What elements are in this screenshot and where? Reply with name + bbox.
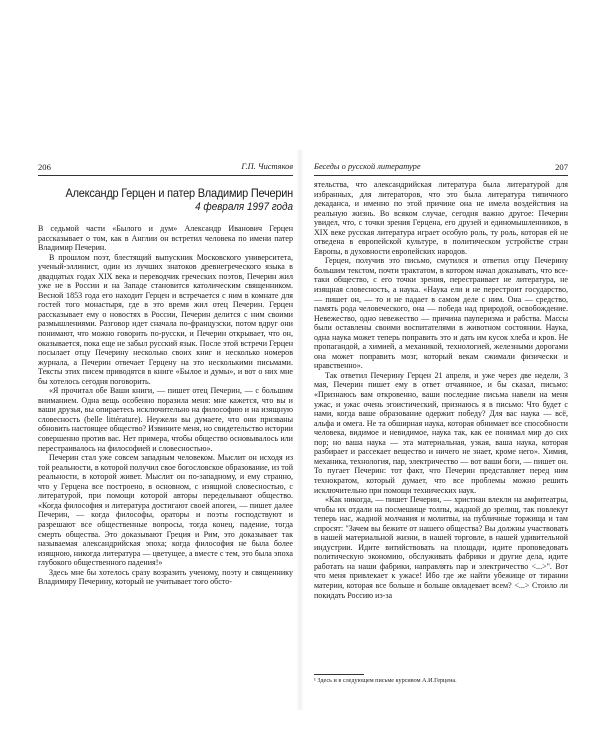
running-head: Г.П. Чистяков xyxy=(241,162,293,171)
footnote-rule xyxy=(314,674,364,675)
right-body-text xyxy=(314,180,568,600)
paragraph: Здесь мне бы хотелось сразу возразить ученому, поэту и священнику Владимиру Печерину, который не учитывает того обсто- xyxy=(38,567,293,587)
left-body-text xyxy=(38,224,293,587)
page-number: 206 xyxy=(38,162,51,172)
left-page-header xyxy=(38,161,293,176)
page-number: 207 xyxy=(555,162,568,172)
paragraph: ятельства, что александрийская литература была литературой для избранных, для литераторов, что это была литература типичного декаданса, и именно по этой причине она не имела воздействия на реальную жизнь. Во всяком случае, сегодня важно другое: Печерин увидел, что, с точки зрения Герцена, его друзей и единомышленников, в XIX веке русская литература играет особую роль, ту роль, которая ей не отведена в европейской культуре, в политическом устройстве стран Европы, в духовности европейских народов. xyxy=(314,180,568,256)
right-page-header xyxy=(314,161,568,176)
running-head: Беседы о русской литературе xyxy=(314,162,421,171)
paragraph: «Я прочитал обе Ваши книги, — пишет отец Печерин, — с большим вниманием. Одна вещь особенно поразила меня: мне кажется, что вы и ваши друзья, вы опираетесь исключительно на философию и на изящную словесность (belle littérature). Неужели вы думаете, что они призваны обновить настоящее общество? Извините меня, но свидетельство истории совершенно против вас. Нет примера, чтобы общество основывалось или перестраивалось на философией и словесностью». xyxy=(38,386,293,453)
footnote: ¹ Здесь и в следующем письме курсивом А.И.Герцена. xyxy=(314,677,457,684)
paragraph: Так ответил Печерину Герцен 21 апреля, и уже через две недели, 3 мая, Печерин пишет ему в ответ отчаянное, и бы сказал, письмо: «Признаюсь вам откровенно, ваши последние письма навели на меня ужас, и ужас очень эгоистический, признаюсь я в письмо: Что будет с нами, когда ваше образование одержит победу? Для вас наука — всё, альфа и омега. Не та обширная наука, которая обнимает все способности человека, видимое и невидимое, наука так, как ее понимал мир до сих пор; но ваша наука — эта материальная, узкая, ваша наука, которая разбирает и рассекает вещество и ничего не знает, кроме него». Химия, механика, технология, пар, электричество — вот ваши боги, — пишет он. То пугает Печерин: тот факт, что Печерин представляет перед ним технократом, который думает, что все проблемы можно решить исключительно при помощи технических наук. xyxy=(314,370,568,495)
chapter-title-block xyxy=(38,186,293,214)
paragraph: В седьмой части «Былого и дум» Александр Иванович Герцен рассказывает о том, как в Англии он встретил человека по имени патер Владимир Печерин. xyxy=(38,224,293,253)
paragraph: «Как никогда, — пишет Печерин, — христиан влекли на амфитеатры, чтобы их отдали на посмешище толпы, жадной до зрелищ, так повлекут теперь нас, жадной молчания и молитвы, на публичные торжища и там спросят: "Зачем вы бежите от нашего общества? Вы должны участвовать в нашей материальной жизни, в нашей торговле, в нашей удивительной индустрии. Идите витийствовать на площади, идите проповедовать политическую экономию, обслуживать фабрики и другие дела, идите работать на наши фабрики, направлять пар и электричество <...>". Вот что меня привлекает к ужасе! Ибо где же найти убежище от тирании материи, которая все больше и больше овладевает всем? <...> Стоило ли покидать Россию из-за xyxy=(314,495,568,600)
paragraph: Печерин стал уже совсем западным человеком. Мыслит он исходя из той реальности, в которой получил свое богословское образование, из той реальности, в которой живет. Мыслит он по-западному, и ему странно, что у Герцена все построено, в основном, с изящной словесностью, с литературой, при помощи которой авторы переделывают общество. «Когда философия и литература достигают своей апогеи, — пишет далее Печерин, — когда философы, ораторы и поэты господствуют и разрешают все общественные вопросы, тогда конец, падение, тогда смерть общества. Это доказывают Греция и Рим, это доказывает так называемая александрийская эпоха; когда философия не была более изящною, никогда литература — цветущее, а вместе с тем, это была эпоха глубокого общественного падения!» xyxy=(38,453,293,568)
right-page xyxy=(300,0,600,750)
paragraph: В прошлом поэт, блестящий выпускник Московского университета, ученый-эллинист, один из лучших знатоков древнегреческого языка в двадцатых годах XIX века и переводчик греческих поэтов, Печерин жил уже не в России и на Западе становится католическим священником. Весной 1853 года его находит Герцен и встречается с ним в комнате для гостей того монастыря, где в это время жил отец Печерин. Герцен рассказывает ему о новостях в России, Печерин делится с ним своими размышлениями. Разговор идет сначала по-французски, потом вдруг они понимают, что можно говорить по-русски, и Печерин открывает, что он, оказывается, пока еще не забыл русский язык. После этой встречи Герцен посылает отцу Печерину несколько своих книг и несколько номеров журнала, а Печерин отвечает Герцену на это несколькими письмами. Тексты этих писем приводятся в книге «Былое и думы», и вот о них мне бы хотелось сегодня поговорить. xyxy=(38,252,293,386)
chapter-date: 4 февраля 1997 года xyxy=(195,201,293,213)
chapter-title: Александр Герцен и патер Владимир Печерин xyxy=(65,186,294,200)
paragraph: Герцен, получив это письмо, смутился и ответил отцу Печерину большим текстом, почти трактатом, в котором начал доказывать, что все-таки общество, с его точки зрения, перестраивает не литература, не изящная словесность, а наука. «Наука ели и не перестроит государство, — пишет он, — то и не падает в самом деле с ним. Она — средство, память рода человеческого, она — победа над природой, освобождение. Невежество, одно невежество — причина пауперизма и рабства. Массы были оставлены своими воспитателями в животном состоянии. Наука, одна наука может теперь поправить это и дать им кусок хлеба и кров. Не пропагандой, а химией, а механикой, технологией, железными дорогами она может поправить мозг, который векам сжимали физически и нравственно». xyxy=(314,256,568,371)
